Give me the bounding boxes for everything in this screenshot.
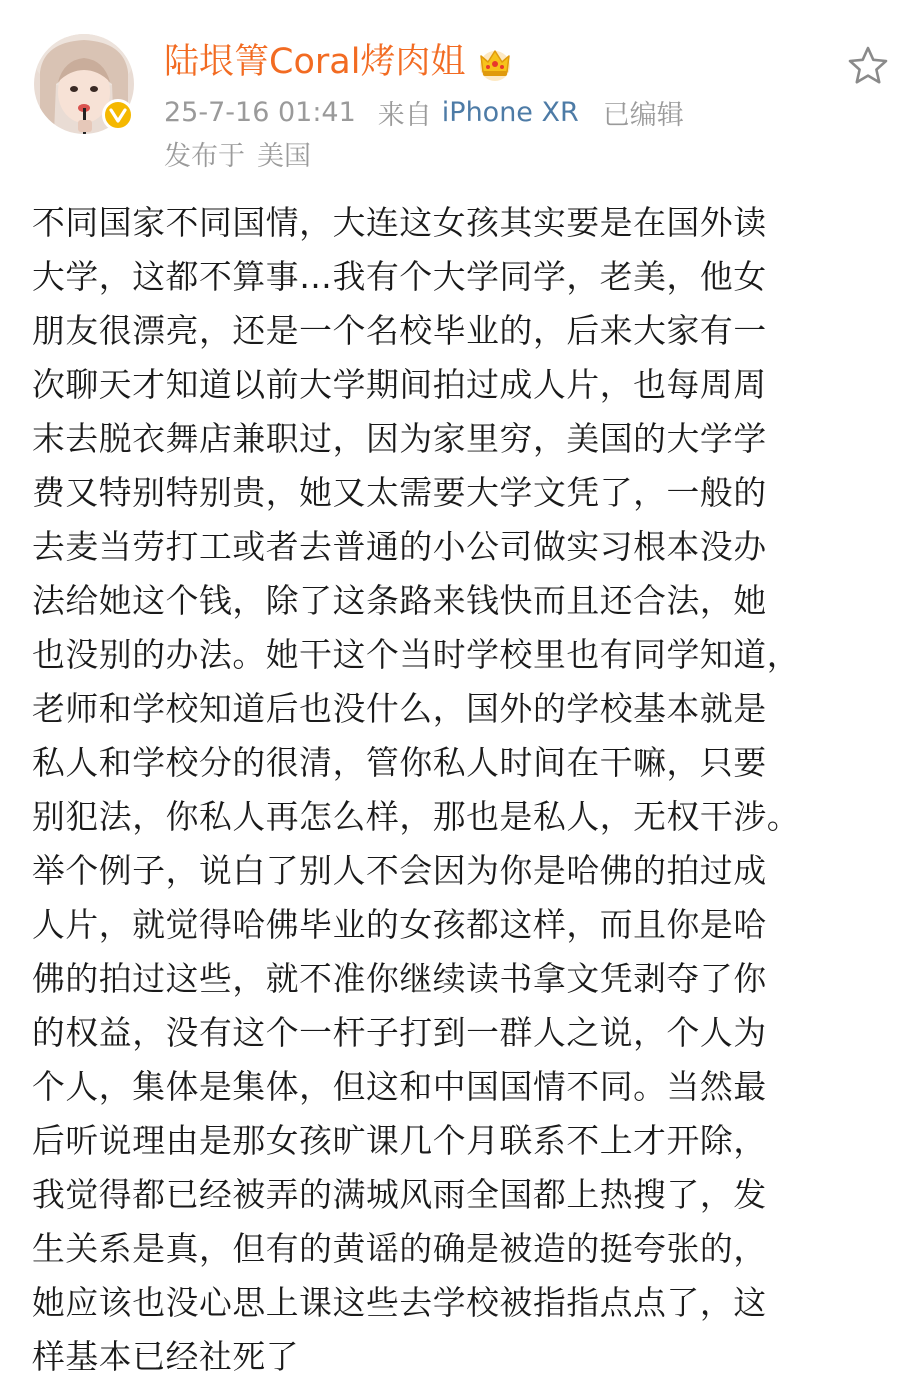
content-line: 末去脱衣舞店兼职过，因为家里穷，美国的大学学 [32, 420, 767, 458]
crown-icon [475, 42, 515, 82]
content-line: 次聊天才知道以前大学期间拍过成人片，也每周周 [32, 366, 767, 404]
content-line: 私人和学校分的很清，管你私人时间在干嘛，只要 [32, 744, 767, 782]
content-line: 别犯法，你私人再怎么样，那也是私人，无权干涉。 [32, 798, 801, 836]
author-row [164, 38, 515, 86]
location-prefix: 发布于 [164, 140, 245, 172]
source-prefix: 来自 [377, 99, 432, 131]
content-line: 举个例子，说白了别人不会因为你是哈佛的拍过成 [32, 852, 767, 890]
content-line: 她应该也没心思上课这些去学校被指指点点了，这 [32, 1284, 767, 1322]
content-line: 的权益，没有这个一杆子打到一群人之说，个人为 [32, 1014, 767, 1052]
content-line: 样基本已经社死了 [32, 1338, 300, 1376]
post-meta [164, 92, 684, 132]
post-content [32, 196, 892, 1384]
star-icon[interactable] [846, 44, 890, 88]
content-line: 大学，这都不算事…我有个大学同学，老美，他女 [32, 258, 767, 296]
edited-label[interactable]: 已编辑 [602, 99, 684, 131]
device-link[interactable]: iPhone XR [441, 96, 579, 128]
timestamp: 25-7-16 01:41 [164, 96, 356, 128]
content-line: 法给她这个钱，除了这条路来钱快而且还合法，她 [32, 582, 767, 620]
content-line: 不同国家不同国情，大连这女孩其实要是在国外读 [32, 204, 767, 242]
content-line: 后听说理由是那女孩旷课几个月联系不上才开除， [32, 1122, 767, 1160]
content-line: 去麦当劳打工或者去普通的小公司做实习根本没办 [32, 528, 767, 566]
username[interactable]: 陆垠箐Coral烤肉姐 [164, 42, 466, 82]
content-line: 老师和学校知道后也没什么，国外的学校基本就是 [32, 690, 767, 728]
content-line: 也没别的办法。她干这个当时学校里也有同学知道， [32, 636, 801, 674]
content-line: 人片，就觉得哈佛毕业的女孩都这样，而且你是哈 [32, 906, 767, 944]
content-line: 朋友很漂亮，还是一个名校毕业的，后来大家有一 [32, 312, 767, 350]
content-line: 佛的拍过这些，就不准你继续读书拿文凭剥夺了你 [32, 960, 767, 998]
content-line: 生关系是真，但有的黄谣的确是被造的挺夸张的， [32, 1230, 767, 1268]
post-location [164, 134, 311, 172]
content-line: 个人，集体是集体，但这和中国国情不同。当然最 [32, 1068, 767, 1106]
post-header [0, 0, 922, 190]
verified-badge-icon [102, 99, 134, 131]
location-value: 美国 [257, 140, 311, 172]
content-line: 我觉得都已经被弄的满城风雨全国都上热搜了，发 [32, 1176, 767, 1214]
content-line: 费又特别特别贵，她又太需要大学文凭了，一般的 [32, 474, 767, 512]
